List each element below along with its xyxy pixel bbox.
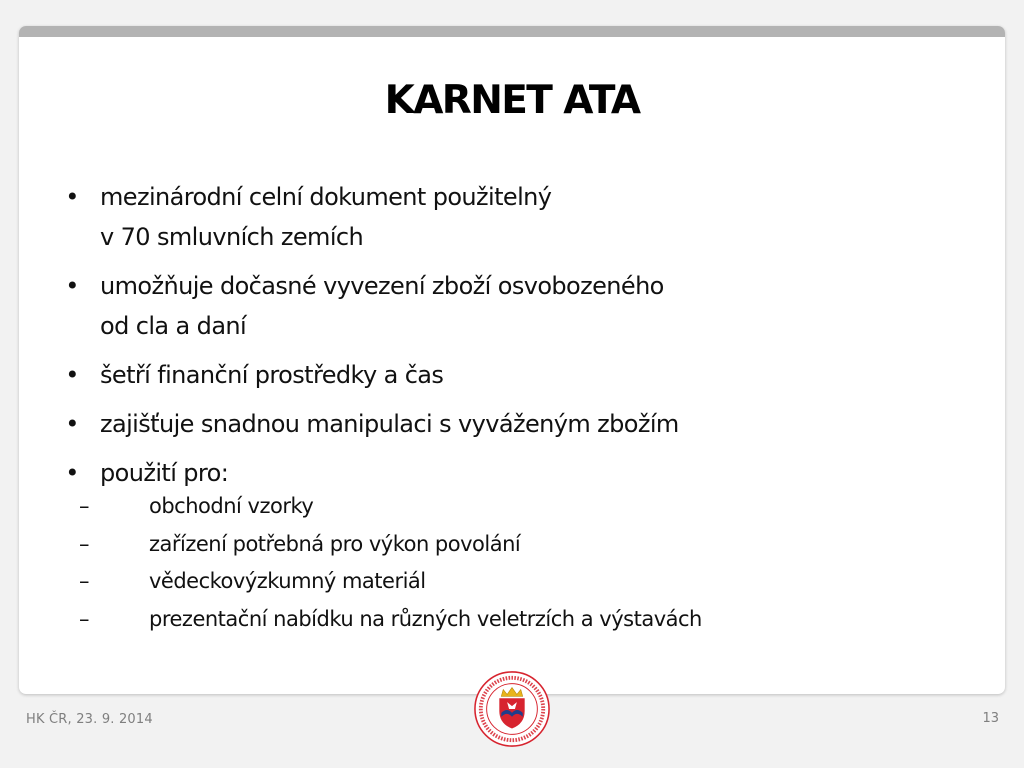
bullet-marker: • <box>65 410 79 438</box>
bullet-marker: • <box>65 459 79 487</box>
sub-bullet-item <box>62 526 702 564</box>
bullet-item <box>62 266 740 346</box>
bullet-item <box>62 177 740 257</box>
chamber-of-commerce-seal-icon <box>473 670 551 748</box>
sub-bullet-marker: – <box>79 494 89 518</box>
bullet-item <box>62 404 740 444</box>
sub-bullet-text: obchodní vzorky <box>149 494 314 518</box>
slide-card <box>19 26 1005 694</box>
sub-bullet-item <box>62 601 702 639</box>
slide-top-band <box>19 26 1005 37</box>
sub-bullet-list <box>79 488 740 638</box>
bullet-text-line: šetří finanční prostředky a čas <box>100 361 444 389</box>
bullet-text-line: použití pro: <box>100 459 229 487</box>
bullet-text-line: v 70 smluvních zemích <box>100 223 364 251</box>
bullet-list <box>62 177 740 647</box>
bullet-item <box>62 355 740 395</box>
page-number: 13 <box>982 711 999 726</box>
sub-bullet-text: zařízení potřebná pro výkon povolání <box>149 531 521 556</box>
slide-title: KARNET ATA <box>384 78 640 123</box>
bullet-text-line: od cla a daní <box>100 312 247 340</box>
bullet-item <box>62 453 740 638</box>
sub-bullet-item <box>62 488 702 526</box>
sub-bullet-marker: – <box>79 569 89 593</box>
bullet-text-line: mezinárodní celní dokument použitelný <box>100 183 552 211</box>
sub-bullet-text: vědeckovýzkumný materiál <box>149 569 426 593</box>
sub-bullet-text: prezentační nabídku na různých veletrzích a výstavách <box>149 606 702 631</box>
bullet-marker: • <box>65 272 79 300</box>
sub-bullet-item <box>62 563 702 601</box>
bullet-marker: • <box>65 183 79 211</box>
bullet-text-line: umožňuje dočasné vyvezení zboží osvobozeného <box>100 272 664 300</box>
bullet-text-line: zajišťuje snadnou manipulaci s vyváženým zbožím <box>100 410 679 438</box>
sub-bullet-marker: – <box>79 606 89 631</box>
sub-bullet-marker: – <box>79 531 89 556</box>
footer-date-label: HK ČR, 23. 9. 2014 <box>26 712 153 727</box>
bullet-marker: • <box>65 361 79 389</box>
